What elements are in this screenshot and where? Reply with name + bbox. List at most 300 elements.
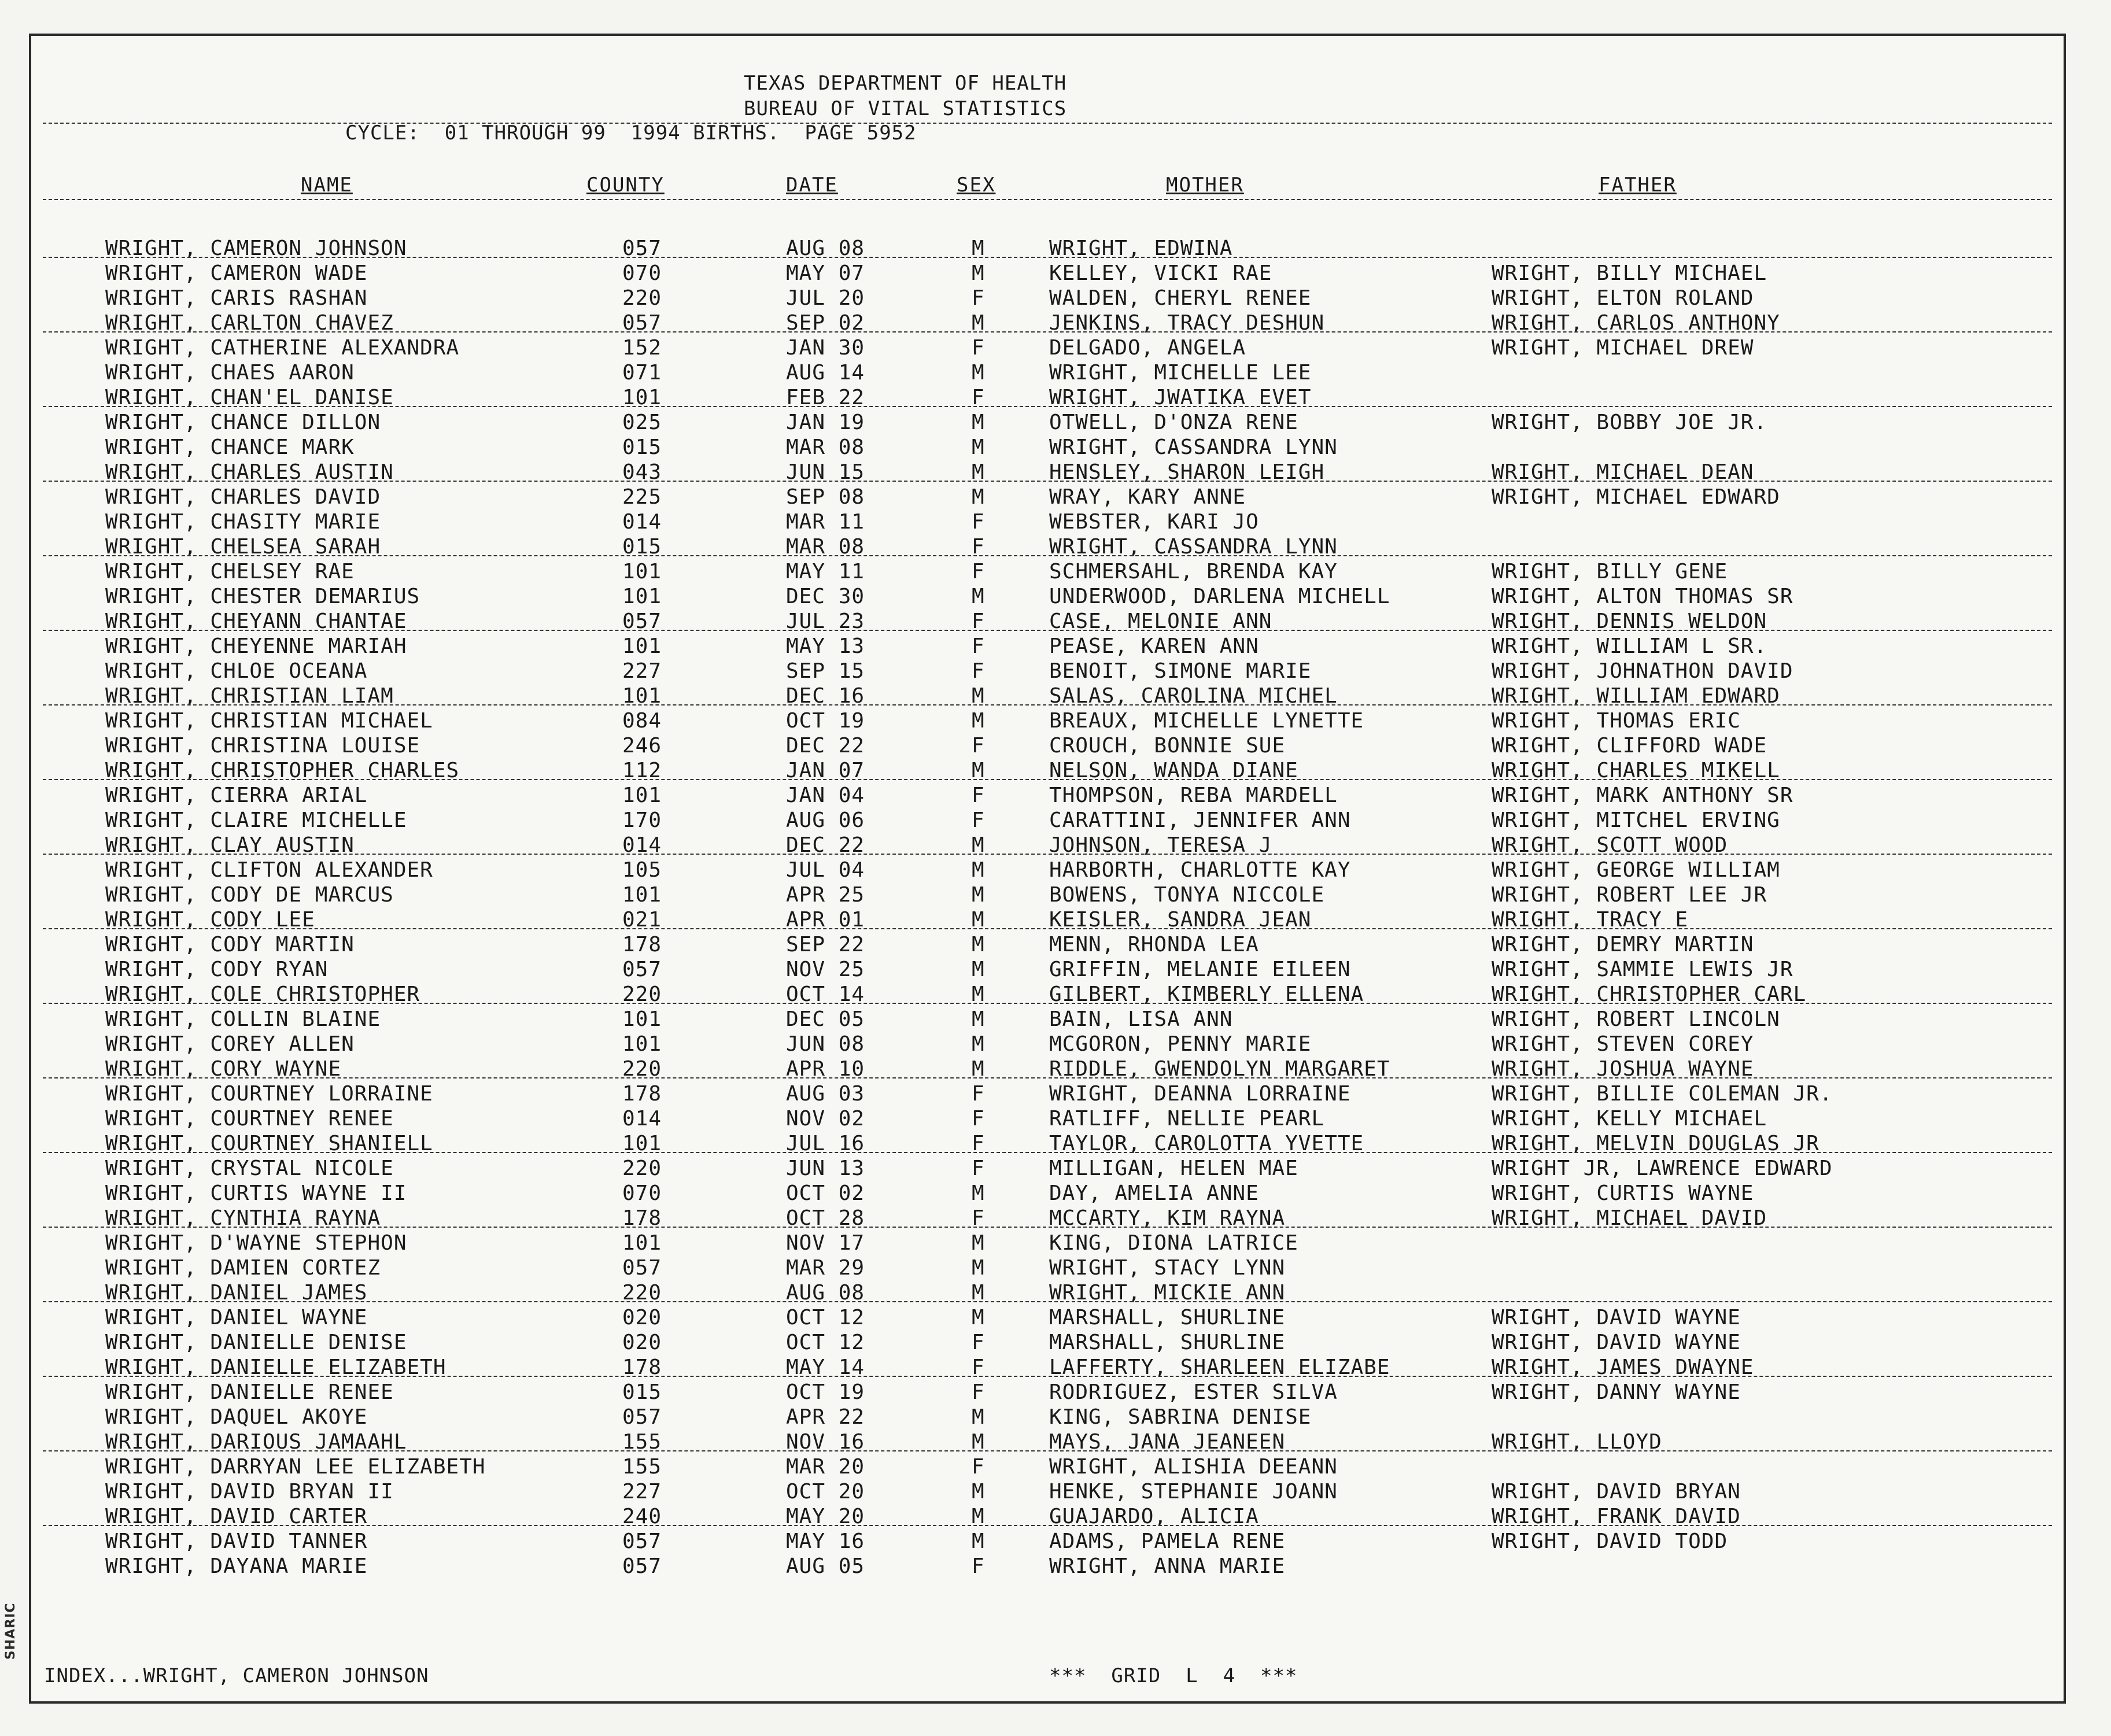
- cell-date: JUL 23: [786, 610, 865, 633]
- cell-father: WRIGHT, GEORGE WILLIAM: [1492, 858, 1780, 882]
- cell-mother: WRIGHT, MICKIE ANN: [1049, 1281, 1286, 1305]
- column-header-name: NAME: [301, 173, 353, 197]
- cell-sex: M: [972, 311, 985, 335]
- table-row: [31, 584, 2064, 609]
- cell-mother: DAY, AMELIA ANNE: [1049, 1181, 1259, 1205]
- cell-date: MAR 20: [786, 1455, 865, 1479]
- cell-sex: F: [972, 286, 985, 310]
- cell-county: 246: [622, 734, 662, 758]
- cell-date: OCT 02: [786, 1181, 865, 1205]
- cell-name: WRIGHT, COLE CHRISTOPHER: [105, 982, 420, 1006]
- cell-name: WRIGHT, CARLTON CHAVEZ: [105, 311, 394, 335]
- cell-date: JUN 15: [786, 460, 865, 484]
- cell-mother: WRIGHT, JWATIKA EVET: [1049, 386, 1312, 409]
- cell-mother: SALAS, CAROLINA MICHEL: [1049, 684, 1338, 708]
- cell-name: WRIGHT, CHRISTIAN MICHAEL: [105, 709, 433, 733]
- cell-county: 178: [622, 1206, 662, 1230]
- cell-father: WRIGHT, BILLY GENE: [1492, 560, 1728, 583]
- cell-name: WRIGHT, CORY WAYNE: [105, 1057, 342, 1081]
- cell-sex: F: [972, 1355, 985, 1379]
- table-row: [31, 1405, 2064, 1430]
- table-row: [31, 360, 2064, 385]
- cell-date: MAY 13: [786, 634, 865, 658]
- cell-sex: M: [972, 585, 985, 608]
- cell-sex: M: [972, 485, 985, 509]
- table-row: [31, 957, 2064, 982]
- cell-county: 101: [622, 784, 662, 807]
- cell-father: WRIGHT, DAVID TODD: [1492, 1530, 1728, 1553]
- cell-mother: MARSHALL, SHURLINE: [1049, 1306, 1286, 1329]
- cell-county: 015: [622, 435, 662, 459]
- cell-date: DEC 22: [786, 833, 865, 857]
- cell-county: 220: [622, 1057, 662, 1081]
- cell-date: AUG 14: [786, 361, 865, 385]
- table-row: [31, 982, 2064, 1007]
- column-header-mother: MOTHER: [1166, 173, 1244, 197]
- cell-sex: F: [972, 510, 985, 534]
- cell-date: JAN 19: [786, 411, 865, 434]
- cell-father: WRIGHT, TRACY E: [1492, 908, 1689, 932]
- cell-mother: WRAY, KARY ANNE: [1049, 485, 1246, 509]
- table-row: [31, 534, 2064, 559]
- cell-date: OCT 19: [786, 1380, 865, 1404]
- cell-county: 101: [622, 883, 662, 907]
- cell-mother: HARBORTH, CHARLOTTE KAY: [1049, 858, 1351, 882]
- cell-name: WRIGHT, DAYANA MARIE: [105, 1554, 368, 1578]
- cell-father: WRIGHT, JOSHUA WAYNE: [1492, 1057, 1754, 1081]
- table-row: [31, 708, 2064, 733]
- cell-sex: M: [972, 883, 985, 907]
- table-row: [31, 1057, 2064, 1081]
- table-row: [31, 261, 2064, 286]
- cell-name: WRIGHT, CHARLES DAVID: [105, 485, 381, 509]
- cell-name: WRIGHT, CODY MARTIN: [105, 933, 355, 956]
- cell-date: MAR 11: [786, 510, 865, 534]
- cell-sex: F: [972, 1157, 985, 1180]
- cell-date: MAY 11: [786, 560, 865, 583]
- cell-name: WRIGHT, DAVID BRYAN II: [105, 1480, 394, 1504]
- cell-mother: MCGORON, PENNY MARIE: [1049, 1032, 1312, 1056]
- cell-sex: F: [972, 634, 985, 658]
- cell-mother: HENKE, STEPHANIE JOANN: [1049, 1480, 1338, 1504]
- cell-date: AUG 06: [786, 808, 865, 832]
- cell-date: APR 10: [786, 1057, 865, 1081]
- cell-mother: RIDDLE, GWENDOLYN MARGARET: [1049, 1057, 1390, 1081]
- cell-father: WRIGHT, MICHAEL EDWARD: [1492, 485, 1780, 509]
- cell-county: 101: [622, 560, 662, 583]
- cell-county: 225: [622, 485, 662, 509]
- cell-mother: ADAMS, PAMELA RENE: [1049, 1530, 1286, 1553]
- cell-county: 101: [622, 1007, 662, 1031]
- cell-county: 101: [622, 1032, 662, 1056]
- table-row: [31, 808, 2064, 833]
- cell-name: WRIGHT, CHANCE MARK: [105, 435, 355, 459]
- cell-mother: WRIGHT, ANNA MARIE: [1049, 1554, 1286, 1578]
- cell-date: OCT 20: [786, 1480, 865, 1504]
- cell-name: WRIGHT, CURTIS WAYNE II: [105, 1181, 407, 1205]
- cell-name: WRIGHT, CYNTHIA RAYNA: [105, 1206, 381, 1230]
- header-cycle: CYCLE: 01 THROUGH 99 1994 BIRTHS. PAGE 5952: [345, 121, 917, 145]
- cell-county: 101: [622, 386, 662, 409]
- cell-name: WRIGHT, DAVID TANNER: [105, 1530, 368, 1553]
- cell-sex: F: [972, 1082, 985, 1106]
- footer-grid: *** GRID L 4 ***: [1049, 1664, 1298, 1687]
- cell-county: 071: [622, 361, 662, 385]
- cell-county: 015: [622, 1380, 662, 1404]
- cell-county: 101: [622, 1231, 662, 1255]
- cell-mother: MCCARTY, KIM RAYNA: [1049, 1206, 1286, 1230]
- cell-county: 015: [622, 535, 662, 559]
- cell-date: DEC 30: [786, 585, 865, 608]
- table-row: [31, 1032, 2064, 1057]
- table-row: [31, 1504, 2064, 1529]
- table-row: [31, 435, 2064, 460]
- cell-father: WRIGHT, DENNIS WELDON: [1492, 610, 1767, 633]
- cell-date: SEP 08: [786, 485, 865, 509]
- table-row: [31, 1255, 2064, 1280]
- cell-father: WRIGHT, CHARLES MIKELL: [1492, 759, 1780, 782]
- cell-date: DEC 22: [786, 734, 865, 758]
- cell-father: WRIGHT, WILLIAM L SR.: [1492, 634, 1767, 658]
- cell-name: WRIGHT, DANIEL WAYNE: [105, 1306, 368, 1329]
- cell-sex: F: [972, 1380, 985, 1404]
- records-table: [31, 236, 2064, 1579]
- cell-sex: M: [972, 460, 985, 484]
- cell-mother: WRIGHT, EDWINA: [1049, 237, 1233, 260]
- cell-county: 227: [622, 659, 662, 683]
- cell-sex: M: [972, 361, 985, 385]
- cell-name: WRIGHT, CHAN'EL DANISE: [105, 386, 394, 409]
- cell-father: WRIGHT, CURTIS WAYNE: [1492, 1181, 1754, 1205]
- cell-sex: M: [972, 1231, 985, 1255]
- cell-date: JUL 04: [786, 858, 865, 882]
- cell-mother: KING, SABRINA DENISE: [1049, 1405, 1312, 1429]
- cell-name: WRIGHT, DARRYAN LEE ELIZABETH: [105, 1455, 486, 1479]
- table-row: [31, 758, 2064, 783]
- cell-mother: WRIGHT, DEANNA LORRAINE: [1049, 1082, 1351, 1106]
- cell-father: WRIGHT, CARLOS ANTHONY: [1492, 311, 1780, 335]
- cell-sex: M: [972, 411, 985, 434]
- cell-father: WRIGHT, MICHAEL DEAN: [1492, 460, 1754, 484]
- cell-county: 070: [622, 261, 662, 285]
- cell-sex: M: [972, 684, 985, 708]
- footer-index: INDEX...WRIGHT, CAMERON JOHNSON: [44, 1664, 429, 1687]
- cell-sex: M: [972, 1530, 985, 1553]
- cell-name: WRIGHT, DANIELLE DENISE: [105, 1331, 407, 1354]
- table-row: [31, 236, 2064, 261]
- cell-sex: M: [972, 1007, 985, 1031]
- cell-father: WRIGHT, DAVID WAYNE: [1492, 1331, 1741, 1354]
- cell-sex: F: [972, 659, 985, 683]
- cell-mother: HENSLEY, SHARON LEIGH: [1049, 460, 1325, 484]
- table-row: [31, 907, 2064, 932]
- cell-name: WRIGHT, CATHERINE ALEXANDRA: [105, 336, 460, 360]
- cell-mother: WRIGHT, MICHELLE LEE: [1049, 361, 1312, 385]
- cell-date: JUL 20: [786, 286, 865, 310]
- cell-father: WRIGHT JR, LAWRENCE EDWARD: [1492, 1157, 1833, 1180]
- cell-county: 155: [622, 1430, 662, 1454]
- header-rule: [43, 123, 2052, 124]
- side-stamp: SHARIC: [3, 1602, 18, 1660]
- table-row: [31, 833, 2064, 858]
- cell-father: WRIGHT, CHRISTOPHER CARL: [1492, 982, 1807, 1006]
- cell-date: MAR 08: [786, 535, 865, 559]
- cell-date: MAY 07: [786, 261, 865, 285]
- cell-date: MAR 08: [786, 435, 865, 459]
- cell-mother: NELSON, WANDA DIANE: [1049, 759, 1298, 782]
- cell-name: WRIGHT, CHRISTIAN LIAM: [105, 684, 394, 708]
- cell-name: WRIGHT, D'WAYNE STEPHON: [105, 1231, 407, 1255]
- cell-date: JUN 08: [786, 1032, 865, 1056]
- cell-mother: WEBSTER, KARI JO: [1049, 510, 1259, 534]
- cell-mother: GILBERT, KIMBERLY ELLENA: [1049, 982, 1364, 1006]
- cell-name: WRIGHT, CARIS RASHAN: [105, 286, 368, 310]
- cell-name: WRIGHT, CLAY AUSTIN: [105, 833, 355, 857]
- cell-sex: M: [972, 933, 985, 956]
- table-row: [31, 1454, 2064, 1479]
- table-row: [31, 1106, 2064, 1131]
- table-row: [31, 1554, 2064, 1579]
- table-row: [31, 733, 2064, 758]
- cell-county: 014: [622, 510, 662, 534]
- cell-county: 220: [622, 982, 662, 1006]
- cell-date: OCT 12: [786, 1306, 865, 1329]
- cell-mother: GUAJARDO, ALICIA: [1049, 1505, 1259, 1528]
- cell-sex: F: [972, 386, 985, 409]
- cell-name: WRIGHT, COLLIN BLAINE: [105, 1007, 381, 1031]
- cell-mother: MENN, RHONDA LEA: [1049, 933, 1259, 956]
- table-row: [31, 609, 2064, 634]
- cell-mother: CROUCH, BONNIE SUE: [1049, 734, 1286, 758]
- cell-father: WRIGHT, BOBBY JOE JR.: [1492, 411, 1767, 434]
- cell-sex: F: [972, 1107, 985, 1131]
- cell-father: WRIGHT, LLOYD: [1492, 1430, 1662, 1454]
- cell-date: APR 25: [786, 883, 865, 907]
- cell-sex: M: [972, 1181, 985, 1205]
- cell-sex: M: [972, 759, 985, 782]
- cell-date: DEC 16: [786, 684, 865, 708]
- cell-date: APR 22: [786, 1405, 865, 1429]
- table-row: [31, 882, 2064, 907]
- cell-county: 084: [622, 709, 662, 733]
- cell-date: NOV 16: [786, 1430, 865, 1454]
- cell-mother: WRIGHT, CASSANDRA LYNN: [1049, 435, 1338, 459]
- cell-name: WRIGHT, CLAIRE MICHELLE: [105, 808, 407, 832]
- cell-county: 178: [622, 933, 662, 956]
- cell-county: 057: [622, 1256, 662, 1280]
- column-header-date: DATE: [786, 173, 838, 197]
- cell-father: WRIGHT, SAMMIE LEWIS JR: [1492, 958, 1793, 981]
- cell-name: WRIGHT, CHARLES AUSTIN: [105, 460, 394, 484]
- cell-county: 178: [622, 1082, 662, 1106]
- cell-sex: F: [972, 1455, 985, 1479]
- cell-father: WRIGHT, ROBERT LEE JR: [1492, 883, 1767, 907]
- cell-sex: M: [972, 435, 985, 459]
- cell-county: 014: [622, 1107, 662, 1131]
- table-row: [31, 509, 2064, 534]
- cell-mother: CASE, MELONIE ANN: [1049, 610, 1272, 633]
- cell-mother: JOHNSON, TERESA J: [1049, 833, 1272, 857]
- cell-name: WRIGHT, CHAES AARON: [105, 361, 355, 385]
- cell-name: WRIGHT, CAMERON WADE: [105, 261, 368, 285]
- cell-sex: F: [972, 560, 985, 583]
- cell-father: WRIGHT, ALTON THOMAS SR: [1492, 585, 1793, 608]
- cell-name: WRIGHT, CHRISTINA LOUISE: [105, 734, 420, 758]
- cell-mother: UNDERWOOD, DARLENA MICHELL: [1049, 585, 1390, 608]
- cell-county: 057: [622, 610, 662, 633]
- cell-mother: THOMPSON, REBA MARDELL: [1049, 784, 1338, 807]
- cell-name: WRIGHT, CLIFTON ALEXANDER: [105, 858, 433, 882]
- cell-mother: RATLIFF, NELLIE PEARL: [1049, 1107, 1325, 1131]
- cell-father: WRIGHT, BILLY MICHAEL: [1492, 261, 1767, 285]
- cell-father: WRIGHT, FRANK DAVID: [1492, 1505, 1741, 1528]
- cell-name: WRIGHT, COURTNEY RENEE: [105, 1107, 394, 1131]
- cell-father: WRIGHT, MARK ANTHONY SR: [1492, 784, 1793, 807]
- cell-mother: TAYLOR, CAROLOTTA YVETTE: [1049, 1132, 1364, 1155]
- cell-county: 021: [622, 908, 662, 932]
- cell-mother: WRIGHT, CASSANDRA LYNN: [1049, 535, 1338, 559]
- cell-name: WRIGHT, DAVID CARTER: [105, 1505, 368, 1528]
- cell-date: JUL 16: [786, 1132, 865, 1155]
- cell-county: 178: [622, 1355, 662, 1379]
- cell-sex: M: [972, 1032, 985, 1056]
- cell-mother: MARSHALL, SHURLINE: [1049, 1331, 1286, 1354]
- cell-county: 057: [622, 237, 662, 260]
- table-row: [31, 1007, 2064, 1032]
- cell-date: OCT 28: [786, 1206, 865, 1230]
- table-row: [31, 1305, 2064, 1330]
- table-row: [31, 1181, 2064, 1206]
- cell-father: WRIGHT, ROBERT LINCOLN: [1492, 1007, 1780, 1031]
- cell-mother: BREAUX, MICHELLE LYNETTE: [1049, 709, 1364, 733]
- cell-date: AUG 03: [786, 1082, 865, 1106]
- cell-date: NOV 25: [786, 958, 865, 981]
- cell-date: MAY 14: [786, 1355, 865, 1379]
- table-row: [31, 335, 2064, 360]
- cell-date: OCT 19: [786, 709, 865, 733]
- cell-mother: PEASE, KAREN ANN: [1049, 634, 1259, 658]
- cell-county: 020: [622, 1331, 662, 1354]
- cell-name: WRIGHT, CHASITY MARIE: [105, 510, 381, 534]
- cell-father: WRIGHT, DAVID BRYAN: [1492, 1480, 1741, 1504]
- cell-county: 020: [622, 1306, 662, 1329]
- table-row: [31, 1156, 2064, 1181]
- cell-sex: M: [972, 1281, 985, 1305]
- cell-county: 101: [622, 1132, 662, 1155]
- cell-mother: WRIGHT, STACY LYNN: [1049, 1256, 1286, 1280]
- cell-mother: LAFFERTY, SHARLEEN ELIZABE: [1049, 1355, 1390, 1379]
- cell-county: 112: [622, 759, 662, 782]
- column-header-county: COUNTY: [586, 173, 665, 197]
- cell-county: 155: [622, 1455, 662, 1479]
- cell-date: AUG 05: [786, 1554, 865, 1578]
- cell-date: NOV 17: [786, 1231, 865, 1255]
- table-row: [31, 659, 2064, 684]
- cell-name: WRIGHT, CHELSEA SARAH: [105, 535, 381, 559]
- cell-sex: F: [972, 808, 985, 832]
- cell-name: WRIGHT, COREY ALLEN: [105, 1032, 355, 1056]
- header-department: TEXAS DEPARTMENT OF HEALTH: [744, 72, 1067, 95]
- cell-date: JAN 04: [786, 784, 865, 807]
- cell-sex: M: [972, 1057, 985, 1081]
- cell-county: 220: [622, 1281, 662, 1305]
- cell-mother: KEISLER, SANDRA JEAN: [1049, 908, 1312, 932]
- cell-county: 101: [622, 684, 662, 708]
- table-row: [31, 634, 2064, 659]
- table-row: [31, 1380, 2064, 1405]
- cell-father: WRIGHT, STEVEN COREY: [1492, 1032, 1754, 1056]
- table-row: [31, 1280, 2064, 1305]
- table-row: [31, 1231, 2064, 1255]
- table-row: [31, 1479, 2064, 1504]
- table-row: [31, 485, 2064, 509]
- table-row: [31, 559, 2064, 584]
- cell-sex: M: [972, 261, 985, 285]
- cell-county: 101: [622, 585, 662, 608]
- cell-mother: KING, DIONA LATRICE: [1049, 1231, 1298, 1255]
- table-row: [31, 1206, 2064, 1231]
- cell-mother: SCHMERSAHL, BRENDA KAY: [1049, 560, 1338, 583]
- cell-name: WRIGHT, CHRISTOPHER CHARLES: [105, 759, 460, 782]
- cell-mother: DELGADO, ANGELA: [1049, 336, 1246, 360]
- cell-county: 070: [622, 1181, 662, 1205]
- cell-mother: BOWENS, TONYA NICCOLE: [1049, 883, 1325, 907]
- cell-father: WRIGHT, CLIFFORD WADE: [1492, 734, 1767, 758]
- cell-date: FEB 22: [786, 386, 865, 409]
- cell-name: WRIGHT, CHLOE OCEANA: [105, 659, 368, 683]
- cell-name: WRIGHT, CHANCE DILLON: [105, 411, 381, 434]
- cell-county: 014: [622, 833, 662, 857]
- cell-date: SEP 22: [786, 933, 865, 956]
- cell-date: JAN 07: [786, 759, 865, 782]
- cell-father: WRIGHT, KELLY MICHAEL: [1492, 1107, 1767, 1131]
- table-row: [31, 385, 2064, 410]
- cell-father: WRIGHT, JOHNATHON DAVID: [1492, 659, 1793, 683]
- cell-county: 170: [622, 808, 662, 832]
- cell-mother: KELLEY, VICKI RAE: [1049, 261, 1272, 285]
- cell-father: WRIGHT, MICHAEL DREW: [1492, 336, 1754, 360]
- table-row: [31, 286, 2064, 311]
- cell-name: WRIGHT, DANIEL JAMES: [105, 1281, 368, 1305]
- cell-county: 101: [622, 634, 662, 658]
- cell-sex: M: [972, 709, 985, 733]
- cell-father: WRIGHT, MITCHEL ERVING: [1492, 808, 1780, 832]
- table-row: [31, 1355, 2064, 1380]
- cell-mother: JENKINS, TRACY DESHUN: [1049, 311, 1325, 335]
- column-header-father: FATHER: [1599, 173, 1677, 197]
- cell-sex: M: [972, 858, 985, 882]
- cell-sex: F: [972, 1206, 985, 1230]
- cell-county: 057: [622, 1554, 662, 1578]
- cell-date: JUN 13: [786, 1157, 865, 1180]
- cell-sex: M: [972, 237, 985, 260]
- cell-mother: CARATTINI, JENNIFER ANN: [1049, 808, 1351, 832]
- cell-sex: M: [972, 982, 985, 1006]
- cell-county: 025: [622, 411, 662, 434]
- cell-name: WRIGHT, COURTNEY LORRAINE: [105, 1082, 433, 1106]
- cell-date: NOV 02: [786, 1107, 865, 1131]
- cell-father: WRIGHT, SCOTT WOOD: [1492, 833, 1728, 857]
- cell-father: WRIGHT, JAMES DWAYNE: [1492, 1355, 1754, 1379]
- cell-mother: MILLIGAN, HELEN MAE: [1049, 1157, 1298, 1180]
- cell-sex: M: [972, 1480, 985, 1504]
- cell-sex: F: [972, 734, 985, 758]
- cell-sex: M: [972, 833, 985, 857]
- cell-father: WRIGHT, THOMAS ERIC: [1492, 709, 1741, 733]
- table-row: [31, 460, 2064, 485]
- cell-name: WRIGHT, CODY LEE: [105, 908, 315, 932]
- cell-mother: WALDEN, CHERYL RENEE: [1049, 286, 1312, 310]
